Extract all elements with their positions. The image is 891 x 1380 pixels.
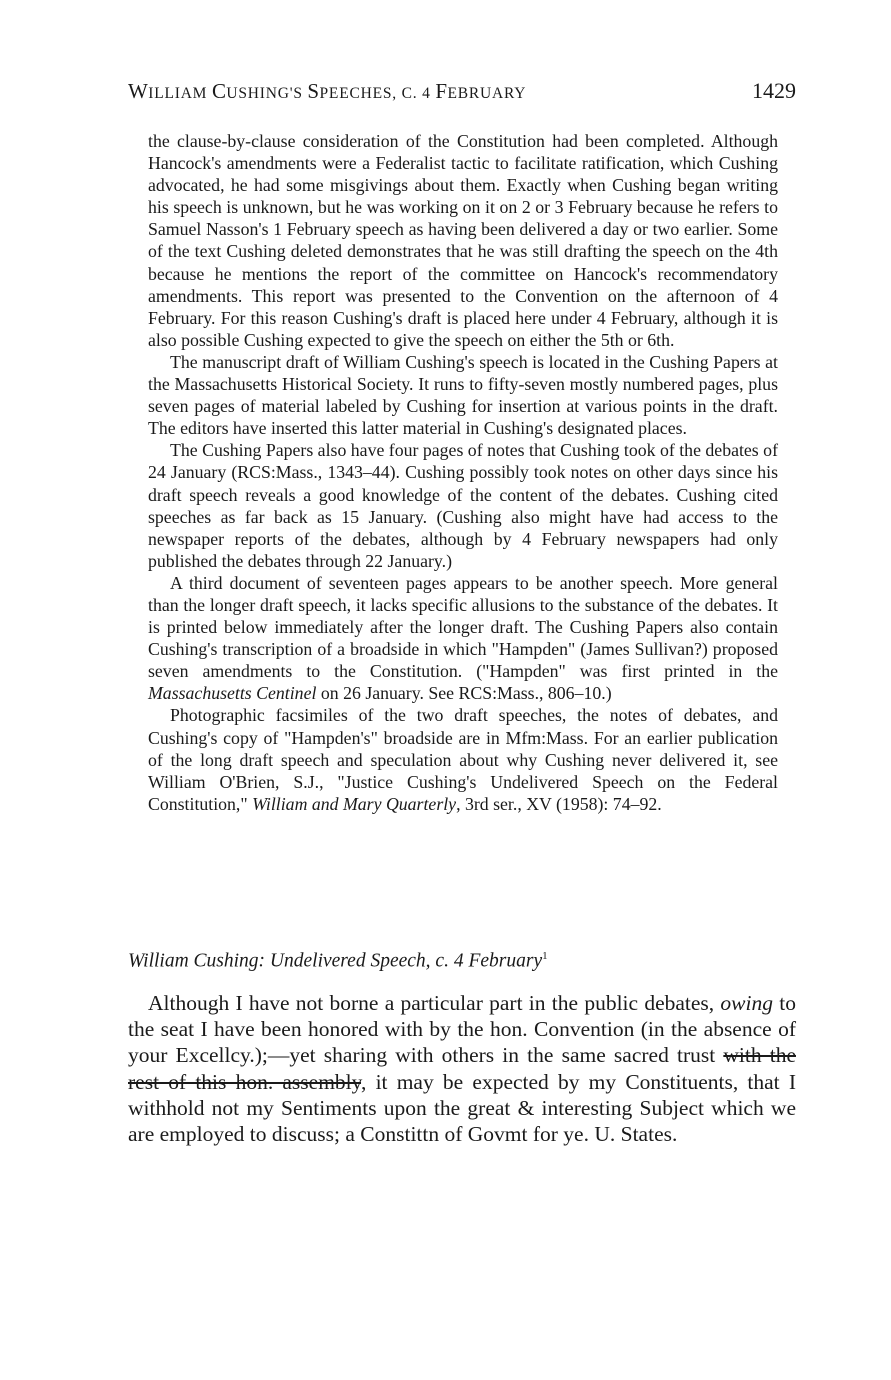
speech-heading: William Cushing: Undelivered Speech, c. 4 February$^1$: [128, 950, 548, 972]
newspaper-title: Massachusetts Centinel: [148, 683, 317, 704]
underlined-word: owing: [720, 991, 773, 1015]
struck-through-text: with the rest of this hon. assembly: [128, 1043, 796, 1094]
footnote-mark: 1: [542, 950, 548, 962]
running-head-title: WILLIAM CUSHING'S SPEECHES, C. 4 FEBRUARY: [128, 79, 527, 103]
speech-text: [128, 990, 796, 1147]
intro-paragraph-2: The manuscript draft of William Cushing's speech is located in the Cushing Papers at the Massachusetts Historical Society. It runs to fifty-seven mostly numbered pages, plus seven pages of material labeled by Cushing for insertion at various points in the draft. The editors have inserted this latter material in Cushing's designated places.: [148, 351, 778, 439]
editorial-introduction: [148, 130, 778, 815]
page-number: 1429: [752, 78, 796, 103]
intro-paragraph-1: the clause-by-clause consideration of the Constitution had been completed. Although Hancock's amendments were a Federalist tactic to facilitate ratification, which Cushing advocated, he had some misgivings about them. Exactly when Cushing began writing his speech is unknown, but he was working on it on 2 or 3 February because he refers to Samuel Nasson's 1 February speech as having been delivered a day or two earlier. Some of the text Cushing deleted demonstrates that he was still drafting the speech on the 4th because he mentions the report of the committee on Hancock's recommendatory amendments. This report was presented to the Convention on the afternoon of 4 February. For this reason Cushing's draft is placed here under 4 February, although it is also possible Cushing expected to give the speech on either the 5th or 6th.: [148, 131, 778, 350]
running-head: [128, 78, 796, 104]
intro-paragraph-3: The Cushing Papers also have four pages of notes that Cushing took of the debates of 24 January (RCS:Mass., 1343–44). Cushing possibly took notes on other days since his draft speech reveals a good knowledge of the content of the debates. Cushing cited speeches as far back as 15 January. (Cushing also might have had access to the newspaper reports of the debates, although by 4 February newspapers had only published the debates through 22 January.): [148, 440, 778, 571]
intro-paragraph-4: A third document of seventeen pages appears to be another speech. More general than the longer draft speech, it lacks specific allusions to the substance of the debates. It is printed below immediately after the longer draft. The Cushing Papers also contain Cushing's transcription of a broadside in which "Hampden" (James Sullivan?) proposed seven amendments to the Constitution. ("Hampden" was first printed in the Massachusetts Centinel on 26 January. See RCS:Mass., 806–10.): [148, 572, 778, 704]
speech-paragraph-1: Although I have not borne a particular part in the public debates, owing to the seat I have been honored with by the hon. Convention (in the absence of your Excellcy.);—yet sharing with others in the same sacred trust with the rest of this hon. assembly, it may be expected by my Constituents, that I withhold not my Sentiments upon the great & interesting Subject which we are employed to discuss; a Constittn of Govmt for ye. U. States.: [128, 991, 796, 1147]
journal-title: William and Mary Quarterly: [252, 793, 457, 814]
intro-paragraph-5: Photographic facsimiles of the two draft speeches, the notes of debates, and Cushing's copy of "Hampden's" broadside are in Mfm:Mass. For an earlier publication of the long draft speech and speculation about why Cushing never delivered it, see William O'Brien, S.J., "Justice Cushing's Undelivered Speech on the Federal Constitution," William and Mary Quarterly, 3rd ser., XV (1958): 74–92.: [148, 705, 778, 814]
